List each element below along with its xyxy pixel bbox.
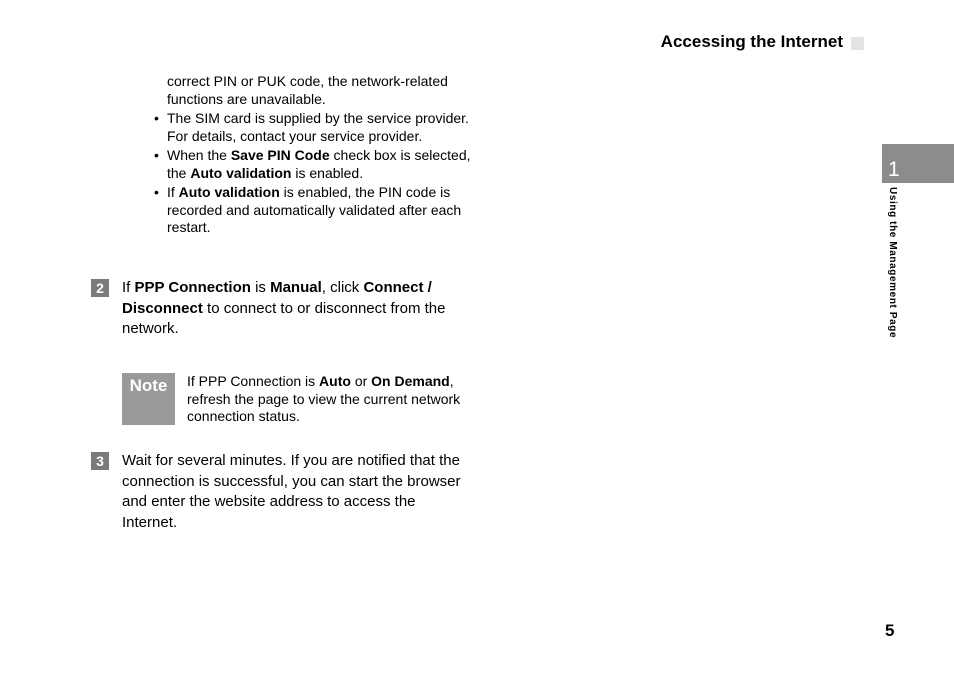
bullet-item-auto-validation — [154, 184, 474, 237]
header-marker-square — [851, 37, 864, 50]
bullet-dot: • — [154, 184, 159, 200]
bullet-bold-term: Save PIN Code — [230, 147, 330, 163]
note-bold-term: Auto — [319, 373, 351, 389]
bullet-intro-continued — [154, 73, 474, 108]
step-bold-term: Connect / Disconnect — [122, 279, 432, 317]
step-bold-term: PPP Connection — [134, 279, 251, 296]
bullet-bold-term: Auto validation — [190, 164, 292, 181]
step-3-text: Wait for several minutes. If you are notified that the connection is successful, you can start the browser and enter the website address to access the Internet. — [122, 452, 461, 531]
step-text-part: is — [250, 279, 271, 296]
note-text — [187, 373, 467, 426]
note-text-part: , refresh the page to view the current network connection status. — [187, 373, 461, 424]
page-number: 5 — [885, 621, 895, 640]
step-number-badge: 3 — [91, 452, 109, 470]
bullet-item-sim-card — [154, 110, 474, 145]
chapter-number: 1 — [888, 158, 900, 181]
bullet-bold-term: Auto validation — [178, 184, 280, 200]
step-text-part: If — [122, 279, 135, 296]
bullet-dot: • — [154, 110, 159, 126]
bullet-text: The SIM card is supplied by the service provider. For details, contact your service provider. — [167, 110, 469, 144]
chapter-tab — [882, 144, 954, 183]
note-text-part: or — [350, 373, 372, 389]
chapter-side-label: Using the Management Page — [887, 187, 898, 339]
page-header-title: Accessing the Internet — [660, 32, 843, 51]
note-label: Note — [129, 376, 168, 395]
step-bold-term: Manual — [270, 279, 322, 296]
bullet-item-save-pin — [154, 147, 474, 182]
bullet-list — [154, 73, 474, 239]
step-text-part: to connect to or disconnect from the network. — [122, 299, 446, 337]
bullet-text-part: If — [167, 184, 179, 200]
bullet-text-part: When the — [167, 147, 231, 163]
step-text-part: , click — [321, 279, 364, 296]
bullet-dot: • — [154, 147, 159, 163]
bullet-text-part: is enabled, the PIN code is recorded and automatically validated after each restart. — [167, 184, 462, 235]
note-bold-term: On Demand — [371, 373, 450, 389]
step-2-text — [122, 278, 467, 340]
bullet-text-part: is enabled. — [291, 164, 364, 181]
bullet-intro-text: correct PIN or PUK code, the network-related functions are unavailable. — [167, 73, 448, 107]
note-text-part: If PPP Connection is — [187, 373, 320, 389]
note-badge — [122, 373, 175, 425]
step-number-badge: 2 — [91, 279, 109, 297]
bullet-text-part: check box is selected, the — [167, 147, 471, 181]
